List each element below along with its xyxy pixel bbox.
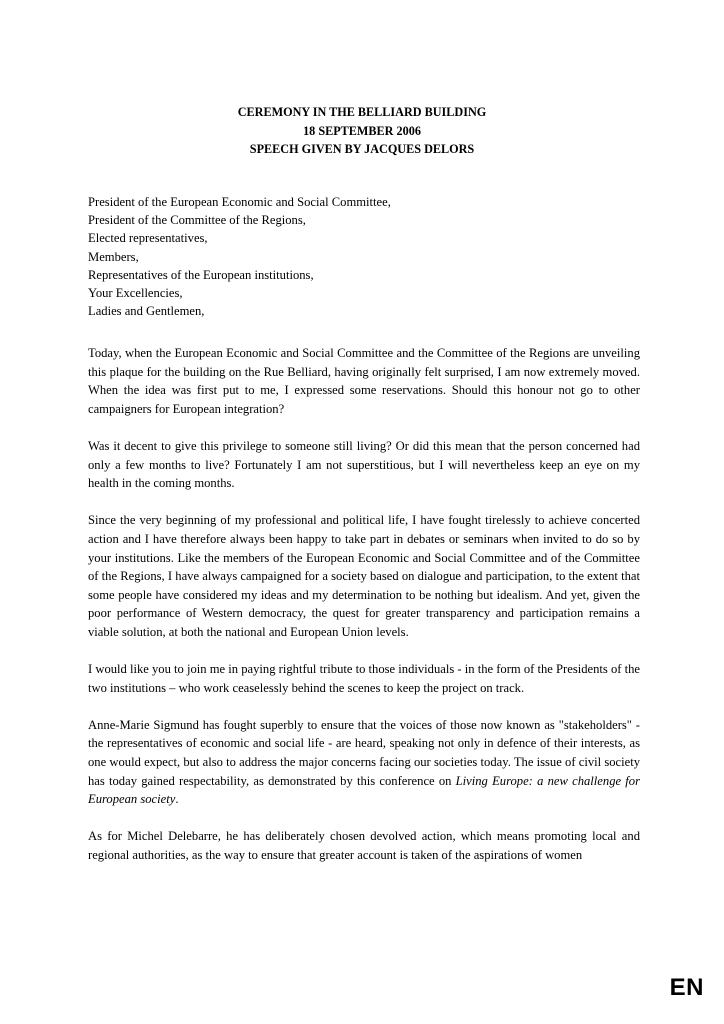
speech-body	[88, 344, 640, 865]
salutation-line: Ladies and Gentlemen,	[88, 304, 205, 319]
title-line-ceremony: CEREMONY IN THE BELLIARD BUILDING	[237, 105, 487, 119]
title-line-date: 18 SEPTEMBER 2006	[303, 123, 421, 138]
document-title	[0, 103, 724, 159]
paragraph-career: Since the very beginning of my professional and political life, I have fought tirelessly to achieve concerted action and I have therefore always been happy to take part in debates or seminars when invited to do so by your institutions. Like the members of the European Economic and Social Committee and of the Committee of the Regions, I have always campaigned for a society based on dialogue and participation, to the extent that some people have considered my ideas and my determination to be nothing but idealism. And yet, given the poor performance of Western democracy, the quest for greater transparency and participation remains a viable solution, at both the national and European Union levels.	[88, 513, 640, 639]
salutation-line: Representatives of the European institutions,	[88, 267, 314, 282]
paragraph-sigmund	[88, 716, 640, 809]
sigmund-text-before: Anne-Marie Sigmund has fought superbly to ensure that the voices of those now known as "stakeholders" - the representatives of economic and social life - are heard, speaking not only in defence of their interests, as one would expect, but also to address the major concerns facing our societies today. The issue of civil society has today gained respectability, as demonstrated by this conference on	[88, 717, 640, 788]
language-badge: EN	[669, 974, 704, 1001]
paragraph-privilege: Was it decent to give this privilege to someone still living? Or did this mean that the person concerned had only a few months to live? Fortunately I am not superstitious, but I will nevertheless keep an eye on my health in the coming months.	[88, 438, 640, 491]
sigmund-text-after: .	[175, 792, 179, 807]
paragraph-delebarre: As for Michel Delebarre, he has deliberately chosen devolved action, which means promoting local and regional authorities, as the way to ensure that greater account is taken of the aspirations of women	[88, 829, 640, 863]
salutation-line: Your Excellencies,	[88, 286, 183, 301]
salutations-list	[88, 193, 648, 320]
salutation-line: President of the European Economic and Social Committee,	[88, 195, 391, 209]
conference-title: Living Europe: a new challenge for European society	[88, 773, 640, 807]
salutation-line: Members,	[88, 249, 139, 264]
salutation-line: President of the Committee of the Regions,	[88, 213, 306, 228]
title-line-speaker: SPEECH GIVEN BY JACQUES DELORS	[249, 142, 475, 156]
paragraph-plaque: Today, when the European Economic and Social Committee and the Committee of the Regions are unveiling this plaque for the building on the Rue Belliard, having originally felt surprised, I am now extremely moved. When the idea was first put to me, I expressed some reservations. Should this honour not go to other campaigners for European integration?	[88, 346, 640, 416]
salutation-line: Elected representatives,	[88, 231, 208, 246]
paragraph-tribute: I would like you to join me in paying rightful tribute to those individuals - in the form of the Presidents of the two institutions – who work ceaselessly behind the scenes to keep the project on track.	[88, 662, 640, 695]
